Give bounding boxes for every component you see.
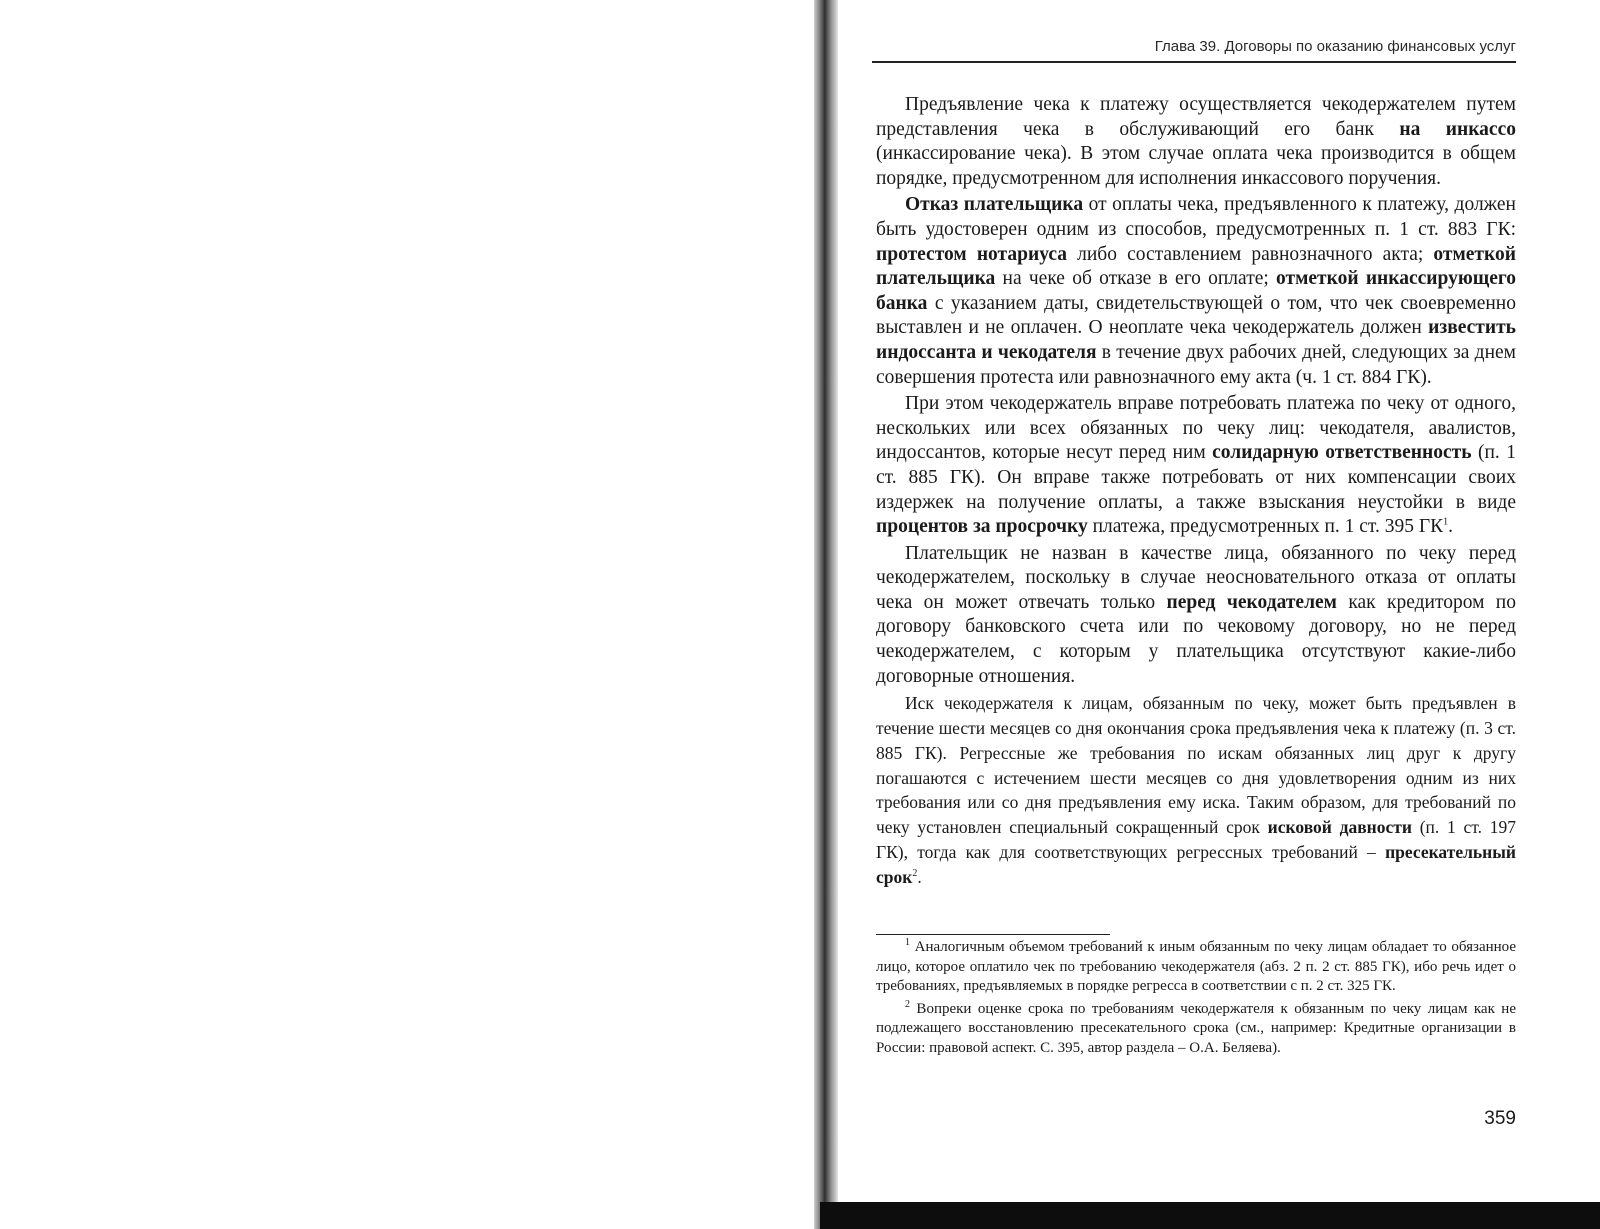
footnote-1: [876, 938, 1516, 997]
bold-term: процентов за просрочку: [876, 516, 1088, 538]
bold-term: перед чекодателем: [1166, 591, 1337, 613]
text-run: (инкассирование чека). В этом случае оплата чека производится в общем порядке, предусмотренном для исполнения инкассового поручения.: [876, 143, 1516, 189]
text-run: Плательщик не назван в качестве лица, обязанного по чеку перед чекодержателем, поскольку в случае неосновательного отказа от оплаты чека он может отвечать только: [876, 542, 1516, 613]
book-spine-shadow: [814, 0, 838, 1229]
text-run: Предъявление чека к платежу осуществляется чекодержателем путем представления чека в обслуживающий его банк: [876, 94, 1516, 140]
text-run: .: [917, 866, 922, 887]
footnote-2-number: 2: [905, 998, 910, 1010]
running-header: Глава 39. Договоры по оказанию финансовых услуг: [872, 38, 1516, 63]
text-run: с указанием даты, свидетельствующей о том, что чек своевременно выставлен и не оплачен. О неоплате чека чекодержатель должен: [876, 292, 1516, 339]
paragraph-2: [876, 193, 1516, 390]
footnote-2-text: Вопреки оценке срока по требованиям чекодержателя к обязанным по чеку лицам как не подлежащего восстановлению пресекательного срока (см., например: Кредитные организации в России: правовой аспект. С. 395, автор раздела – О.А. Беляева).: [876, 1000, 1516, 1056]
text-run: от оплаты чека, предъявленного к платежу, должен быть удостоверен одним из способов, предусмотренных п. 1 ст. 883 ГК:: [876, 194, 1516, 240]
text-run: как кредитором по договору банковского счета или по чековому договору, но не перед чекодержателем, с которым у плательщика отсутствуют какие-либо договорные отношения.: [876, 591, 1516, 687]
text-run: Иск чекодержателя к лицам, обязанным по чеку, может быть предъявлен в течение шести месяцев со дня окончания срока предъявления чека к платежу (п. 3 ст. 885 ГК). Регрессные же требования по искам обязанных лиц друг к другу погашаются с истечением шести месяцев со дня удовлетворения одним из них требования или со дня предъявления ему иска. Таким образом, для требований по чеку установлен специальный сокращенный срок: [876, 693, 1516, 838]
paragraph-5: [876, 691, 1516, 889]
bold-term: отметкой инкассирующего банка: [876, 268, 1516, 314]
text-run: .: [1448, 516, 1454, 538]
text-run: При этом чекодержатель вправе потребовать платежа по чеку от одного, нескольких или всех обязанных по чеку лиц: чекодателя, авалистов, индоссантов, которые несут перед ним: [876, 393, 1516, 464]
text-run: (п. 1 ст. 885 ГК). Он вправе также потребовать от них компенсации своих издержек на получение оплаты, а также взыскания неустойки в виде: [876, 442, 1516, 513]
paragraph-3: [876, 392, 1516, 540]
footnote-divider: [876, 934, 1110, 935]
footnote-2: [876, 1000, 1516, 1059]
bold-term: отметкой плательщика: [876, 243, 1516, 290]
bold-term: известить индоссанта и чекодателя: [876, 317, 1516, 363]
text-run: на чеке об отказе в его оплате;: [995, 268, 1277, 290]
bold-term: протестом нотариуса: [876, 243, 1067, 265]
bold-term: на инкассо: [1399, 118, 1516, 140]
text-run: либо составлением равнозначного акта;: [1066, 243, 1434, 265]
scan-bottom-edge: [820, 1202, 1600, 1229]
footnotes: [876, 938, 1516, 1062]
main-text: [876, 93, 1516, 890]
text-run: платежа, предусмотренных п. 1 ст. 395 ГК: [1087, 516, 1444, 538]
page-number: 359: [1484, 1108, 1516, 1129]
text-run: в течение двух рабочих дней, следующих за днем совершения протеста или равнозначного ему акта (ч. 1 ст. 884 ГК).: [876, 341, 1517, 388]
bold-term: пресекательный срок: [876, 842, 1516, 887]
footnote-1-number: 1: [905, 937, 910, 948]
footnote-ref: 1: [1443, 516, 1449, 528]
text-run: (п. 1 ст. 197 ГК), тогда как для соответствующих регрессных требований –: [876, 817, 1517, 863]
footnote-1-text: Аналогичным объемом требований к иным обязанным по чеку лицам обладает то обязанное лицо, которое оплатило чек по требованию чекодержателя (абз. 2 п. 2 ст. 885 ГК), ибо речь идет о требованиях, предъявляемых в порядке регресса в соответствии с п. 2 ст. 325 ГК.: [876, 939, 1516, 995]
paragraph-1: [876, 93, 1516, 191]
bold-term: исковой давности: [1267, 817, 1412, 838]
footnote-ref: 2: [912, 868, 918, 879]
paragraph-4: [876, 542, 1516, 690]
bold-term: солидарную ответственность: [1212, 442, 1472, 464]
bold-term: Отказ плательщика: [905, 194, 1084, 216]
